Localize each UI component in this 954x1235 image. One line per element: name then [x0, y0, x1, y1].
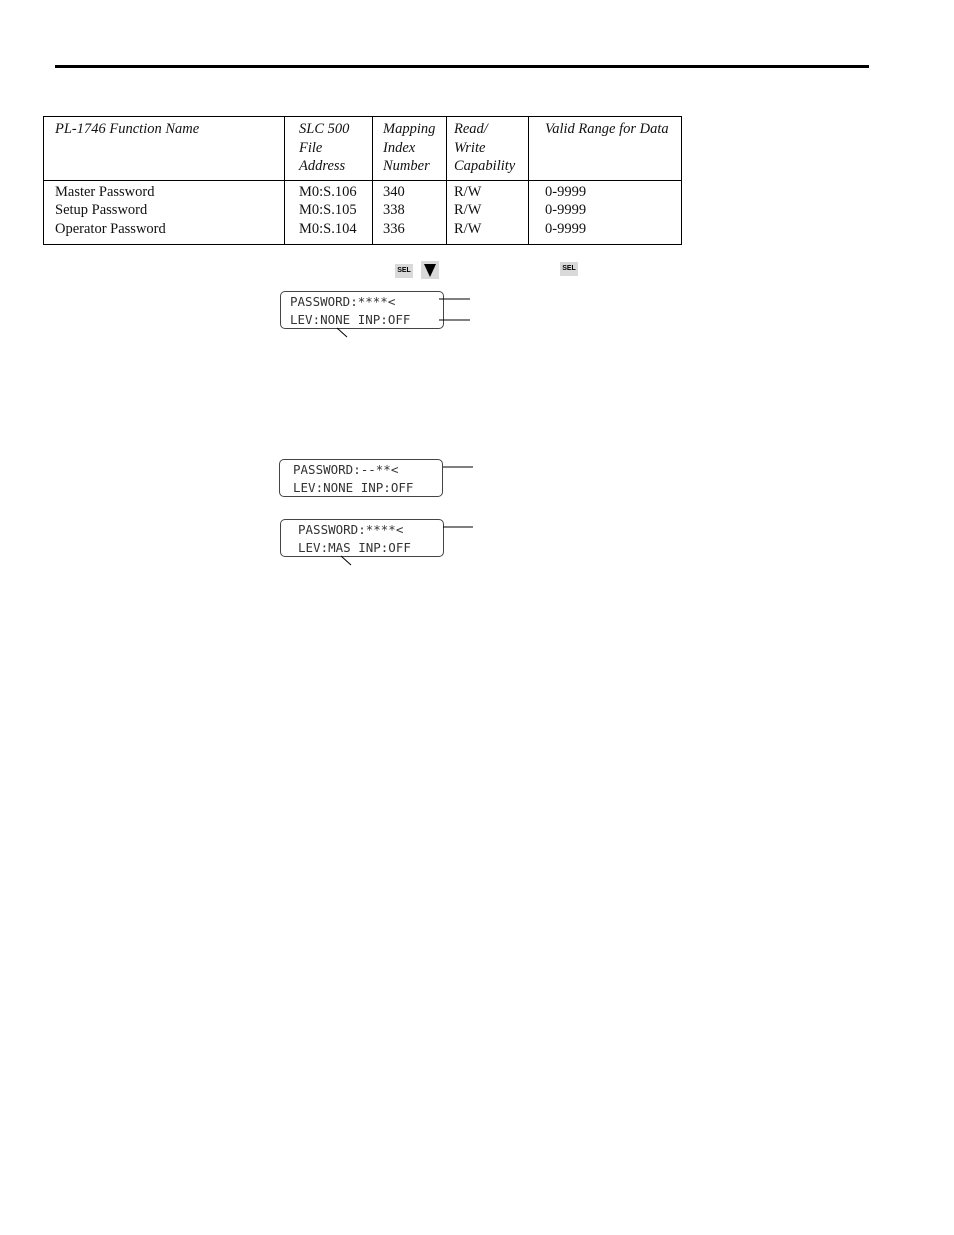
cell-index: 340 [373, 180, 447, 201]
leader-line [337, 328, 347, 337]
cell-file-address: M0:S.106 [285, 180, 373, 201]
cell-file-address: M0:S.104 [285, 220, 373, 245]
cell-read-write: R/W [447, 180, 529, 201]
lcd-line-password: PASSWORD:****< [290, 294, 396, 309]
cell-range: 0-9999 [545, 183, 587, 200]
lcd-line-level: LEV:MAS INP:OFF [298, 540, 411, 555]
header-read-write: Read/ Write Capability [447, 117, 529, 181]
header-file-address: SLC 500 File Address [285, 117, 373, 181]
cell-function-name: Master Password [44, 180, 285, 201]
leader-line [341, 556, 351, 565]
sel-key-icon: SEL [395, 264, 413, 278]
cell-function-name: Setup Password [44, 201, 285, 220]
lcd-line-password: PASSWORD:--**< [293, 462, 399, 477]
cell-read-write: R/W [447, 201, 529, 220]
cell-range: 0-9999 [545, 220, 587, 237]
cell-file-address: M0:S.105 [285, 201, 373, 220]
header-valid-range: Valid Range for Data [529, 117, 682, 181]
cell-index: 336 [373, 220, 447, 245]
header-function-name: PL-1746 Function Name [44, 117, 285, 181]
lcd-line-password: PASSWORD:****< [298, 522, 404, 537]
cell-read-write: R/W [447, 220, 529, 245]
lcd-line-level: LEV:NONE INP:OFF [290, 312, 411, 327]
lcd-line-level: LEV:NONE INP:OFF [293, 480, 414, 495]
header-mapping-index: Mapping Index Number [373, 117, 447, 181]
cell-range: 0-9999 [545, 202, 587, 218]
cell-index: 338 [373, 201, 447, 220]
sel-key-icon: SEL [560, 262, 578, 276]
cell-function-name: Operator Password [44, 220, 285, 245]
